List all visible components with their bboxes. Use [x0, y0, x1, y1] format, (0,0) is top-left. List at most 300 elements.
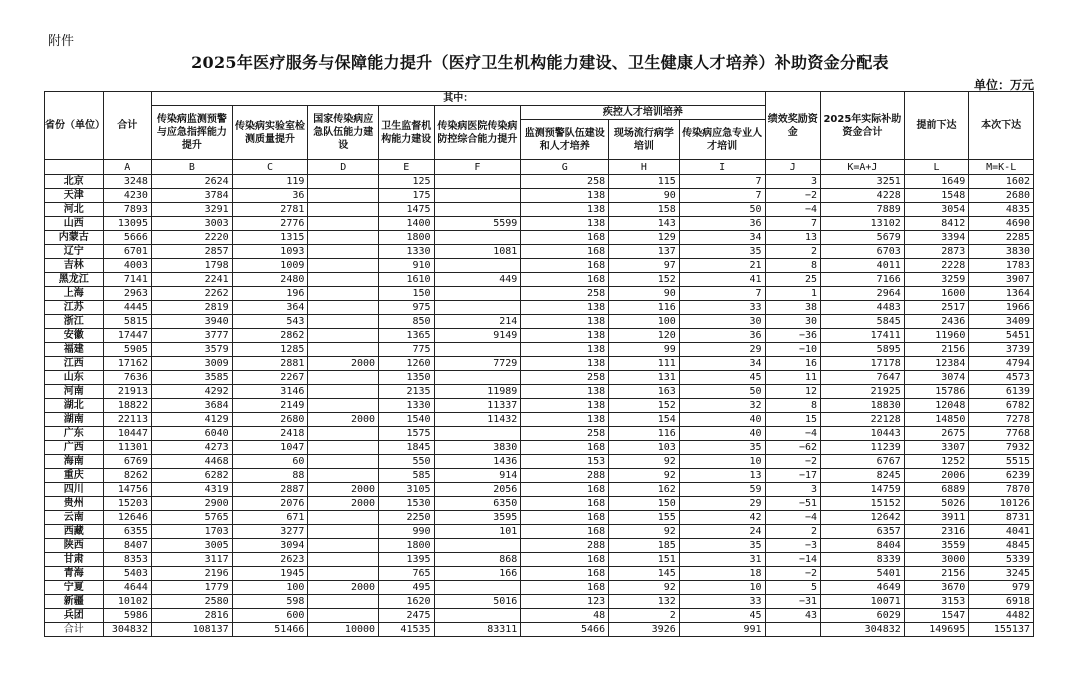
- value-cell: 17411: [821, 329, 905, 343]
- value-cell: [434, 609, 521, 623]
- value-cell: 35: [679, 245, 765, 259]
- value-cell: 3585: [151, 371, 232, 385]
- column-letter: B: [151, 160, 232, 175]
- value-cell: 4690: [969, 217, 1034, 231]
- value-cell: 12384: [904, 357, 969, 371]
- table-row: [45, 371, 1034, 385]
- value-cell: 2262: [151, 287, 232, 301]
- value-cell: 3117: [151, 553, 232, 567]
- value-cell: [308, 511, 379, 525]
- value-cell: 7647: [821, 371, 905, 385]
- letter-cell-empty: [45, 160, 104, 175]
- value-cell: 2: [765, 525, 821, 539]
- value-cell: 3003: [151, 217, 232, 231]
- value-cell: 7141: [103, 273, 151, 287]
- value-cell: −3: [765, 539, 821, 553]
- value-cell: [308, 539, 379, 553]
- province-cell: 福建: [45, 343, 104, 357]
- value-cell: 34: [679, 231, 765, 245]
- value-cell: 6701: [103, 245, 151, 259]
- value-cell: 17162: [103, 357, 151, 371]
- value-cell: 3595: [434, 511, 521, 525]
- value-cell: [308, 343, 379, 357]
- value-cell: 2475: [379, 609, 435, 623]
- value-cell: [308, 329, 379, 343]
- value-cell: 765: [379, 567, 435, 581]
- value-cell: [308, 609, 379, 623]
- table-row: [45, 497, 1034, 511]
- province-cell: 宁夏: [45, 581, 104, 595]
- value-cell: 2156: [904, 343, 969, 357]
- value-cell: 22113: [103, 413, 151, 427]
- table-row: [45, 385, 1034, 399]
- value-cell: [308, 371, 379, 385]
- value-cell: [434, 231, 521, 245]
- value-cell: 7870: [969, 483, 1034, 497]
- value-cell: 2436: [904, 315, 969, 329]
- value-cell: 1945: [232, 567, 308, 581]
- value-cell: 30: [679, 315, 765, 329]
- table-row: [45, 553, 1034, 567]
- value-cell: [308, 469, 379, 483]
- value-cell: 40: [679, 413, 765, 427]
- province-cell: 内蒙古: [45, 231, 104, 245]
- table-row: [45, 427, 1034, 441]
- province-cell: 江苏: [45, 301, 104, 315]
- province-cell: 贵州: [45, 497, 104, 511]
- value-cell: 1800: [379, 231, 435, 245]
- value-cell: 17178: [821, 357, 905, 371]
- value-cell: 10102: [103, 595, 151, 609]
- value-cell: 2580: [151, 595, 232, 609]
- value-cell: 991: [679, 623, 765, 637]
- value-cell: 2781: [232, 203, 308, 217]
- value-cell: 100: [232, 581, 308, 595]
- attachment-label: 附件: [48, 34, 75, 49]
- value-cell: [308, 259, 379, 273]
- value-cell: −4: [765, 427, 821, 441]
- value-cell: 7768: [969, 427, 1034, 441]
- province-cell: 广东: [45, 427, 104, 441]
- value-cell: 975: [379, 301, 435, 315]
- value-cell: 36: [232, 189, 308, 203]
- province-cell: 新疆: [45, 595, 104, 609]
- value-cell: 6782: [969, 399, 1034, 413]
- value-cell: 4468: [151, 455, 232, 469]
- header-e: 卫生监督机构能力建设: [379, 106, 435, 160]
- value-cell: 9149: [434, 329, 521, 343]
- value-cell: 3248: [103, 175, 151, 189]
- value-cell: 6357: [821, 525, 905, 539]
- table-row: [45, 483, 1034, 497]
- table-row: [45, 315, 1034, 329]
- value-cell: 116: [609, 301, 680, 315]
- value-cell: 2873: [904, 245, 969, 259]
- value-cell: 2963: [103, 287, 151, 301]
- value-cell: 3009: [151, 357, 232, 371]
- value-cell: 3559: [904, 539, 969, 553]
- value-cell: 22128: [821, 413, 905, 427]
- value-cell: 8404: [821, 539, 905, 553]
- value-cell: 6355: [103, 525, 151, 539]
- value-cell: −4: [765, 203, 821, 217]
- value-cell: 151: [609, 553, 680, 567]
- value-cell: 2680: [969, 189, 1034, 203]
- value-cell: 30: [765, 315, 821, 329]
- value-cell: 5403: [103, 567, 151, 581]
- value-cell: 138: [521, 203, 609, 217]
- value-cell: 1252: [904, 455, 969, 469]
- value-cell: −17: [765, 469, 821, 483]
- value-cell: 364: [232, 301, 308, 315]
- value-cell: 979: [969, 581, 1034, 595]
- value-cell: 1395: [379, 553, 435, 567]
- value-cell: 14759: [821, 483, 905, 497]
- province-cell: 北京: [45, 175, 104, 189]
- value-cell: 1610: [379, 273, 435, 287]
- value-cell: 90: [609, 189, 680, 203]
- value-cell: 214: [434, 315, 521, 329]
- value-cell: 6239: [969, 469, 1034, 483]
- value-cell: −36: [765, 329, 821, 343]
- value-cell: 598: [232, 595, 308, 609]
- province-cell: 山东: [45, 371, 104, 385]
- value-cell: 3000: [904, 553, 969, 567]
- value-cell: 15786: [904, 385, 969, 399]
- value-cell: 162: [609, 483, 680, 497]
- value-cell: 5401: [821, 567, 905, 581]
- value-cell: 2250: [379, 511, 435, 525]
- province-cell: 河南: [45, 385, 104, 399]
- value-cell: 3830: [969, 245, 1034, 259]
- value-cell: 2623: [232, 553, 308, 567]
- value-cell: 10443: [821, 427, 905, 441]
- value-cell: 129: [609, 231, 680, 245]
- value-cell: 33: [679, 595, 765, 609]
- value-cell: 120: [609, 329, 680, 343]
- value-cell: 1: [765, 287, 821, 301]
- province-cell: 云南: [45, 511, 104, 525]
- value-cell: 3684: [151, 399, 232, 413]
- value-cell: 14850: [904, 413, 969, 427]
- value-cell: 3784: [151, 189, 232, 203]
- value-cell: −62: [765, 441, 821, 455]
- province-cell: 海南: [45, 455, 104, 469]
- value-cell: 90: [609, 287, 680, 301]
- value-cell: 138: [521, 385, 609, 399]
- value-cell: 11: [765, 371, 821, 385]
- value-cell: 168: [521, 231, 609, 245]
- value-cell: [434, 203, 521, 217]
- value-cell: 2285: [969, 231, 1034, 245]
- value-cell: 138: [521, 413, 609, 427]
- value-cell: [434, 287, 521, 301]
- value-cell: 3259: [904, 273, 969, 287]
- value-cell: 2000: [308, 581, 379, 595]
- value-cell: 4644: [103, 581, 151, 595]
- value-cell: 131: [609, 371, 680, 385]
- value-cell: 32: [679, 399, 765, 413]
- value-cell: 2624: [151, 175, 232, 189]
- value-cell: 3579: [151, 343, 232, 357]
- value-cell: 10447: [103, 427, 151, 441]
- value-cell: 149695: [904, 623, 969, 637]
- value-cell: [434, 189, 521, 203]
- value-cell: 11960: [904, 329, 969, 343]
- province-cell: 四川: [45, 483, 104, 497]
- value-cell: 1600: [904, 287, 969, 301]
- value-cell: 5815: [103, 315, 151, 329]
- value-cell: 5666: [103, 231, 151, 245]
- value-cell: 13: [765, 231, 821, 245]
- value-cell: [434, 301, 521, 315]
- value-cell: 11432: [434, 413, 521, 427]
- value-cell: 7: [679, 287, 765, 301]
- province-cell: 浙江: [45, 315, 104, 329]
- header-province: 省份（单位）: [45, 92, 104, 160]
- value-cell: 2000: [308, 483, 379, 497]
- value-cell: 258: [521, 287, 609, 301]
- value-cell: 168: [521, 553, 609, 567]
- header-b: 传染病监测预警与应急指挥能力提升: [151, 106, 232, 160]
- value-cell: 92: [609, 469, 680, 483]
- value-cell: 850: [379, 315, 435, 329]
- value-cell: 168: [521, 581, 609, 595]
- value-cell: 1009: [232, 259, 308, 273]
- table-row: [45, 441, 1034, 455]
- value-cell: 15: [765, 413, 821, 427]
- value-cell: 3911: [904, 511, 969, 525]
- province-cell: 黑龙江: [45, 273, 104, 287]
- value-cell: 185: [609, 539, 680, 553]
- value-cell: [308, 175, 379, 189]
- table-row: [45, 595, 1034, 609]
- value-cell: 1081: [434, 245, 521, 259]
- value-cell: [308, 315, 379, 329]
- value-cell: 5339: [969, 553, 1034, 567]
- table-row: [45, 413, 1034, 427]
- province-cell: 山西: [45, 217, 104, 231]
- value-cell: −10: [765, 343, 821, 357]
- value-cell: 41535: [379, 623, 435, 637]
- value-cell: 11239: [821, 441, 905, 455]
- table-row: [45, 301, 1034, 315]
- table-row: [45, 231, 1034, 245]
- value-cell: 4483: [821, 301, 905, 315]
- value-cell: 2316: [904, 525, 969, 539]
- value-cell: 2000: [308, 497, 379, 511]
- table-row: [45, 273, 1034, 287]
- value-cell: 6703: [821, 245, 905, 259]
- value-cell: 4011: [821, 259, 905, 273]
- value-cell: 6769: [103, 455, 151, 469]
- value-cell: 4319: [151, 483, 232, 497]
- value-cell: 7278: [969, 413, 1034, 427]
- value-cell: 585: [379, 469, 435, 483]
- value-cell: 1330: [379, 245, 435, 259]
- value-cell: [308, 427, 379, 441]
- value-cell: 10: [679, 455, 765, 469]
- value-cell: 51466: [232, 623, 308, 637]
- value-cell: 6040: [151, 427, 232, 441]
- value-cell: 150: [609, 497, 680, 511]
- value-cell: 88: [232, 469, 308, 483]
- value-cell: 108137: [151, 623, 232, 637]
- value-cell: 3307: [904, 441, 969, 455]
- value-cell: 7: [765, 217, 821, 231]
- value-cell: [434, 581, 521, 595]
- value-cell: 2267: [232, 371, 308, 385]
- value-cell: 50: [679, 203, 765, 217]
- value-cell: 4445: [103, 301, 151, 315]
- value-cell: 4845: [969, 539, 1034, 553]
- value-cell: 1966: [969, 301, 1034, 315]
- value-cell: 168: [521, 525, 609, 539]
- value-cell: 1365: [379, 329, 435, 343]
- value-cell: 1649: [904, 175, 969, 189]
- value-cell: 25: [765, 273, 821, 287]
- value-cell: 1093: [232, 245, 308, 259]
- value-cell: 775: [379, 343, 435, 357]
- value-cell: 2056: [434, 483, 521, 497]
- value-cell: 29: [679, 343, 765, 357]
- value-cell: 119: [232, 175, 308, 189]
- value-cell: 600: [232, 609, 308, 623]
- province-cell: 湖南: [45, 413, 104, 427]
- value-cell: 1845: [379, 441, 435, 455]
- province-cell: 安徽: [45, 329, 104, 343]
- column-letter: H: [609, 160, 680, 175]
- value-cell: 2480: [232, 273, 308, 287]
- column-letter: J: [765, 160, 821, 175]
- table-row: [45, 175, 1034, 189]
- value-cell: 4041: [969, 525, 1034, 539]
- value-cell: 152: [609, 399, 680, 413]
- value-cell: 4273: [151, 441, 232, 455]
- value-cell: [434, 175, 521, 189]
- value-cell: 150: [379, 287, 435, 301]
- table-row: [45, 217, 1034, 231]
- value-cell: 2006: [904, 469, 969, 483]
- value-cell: 33: [679, 301, 765, 315]
- value-cell: 5765: [151, 511, 232, 525]
- value-cell: 196: [232, 287, 308, 301]
- value-cell: [434, 343, 521, 357]
- header-training: 疾控人才培训培养: [521, 106, 765, 120]
- province-cell: 辽宁: [45, 245, 104, 259]
- province-cell: 湖北: [45, 399, 104, 413]
- value-cell: 125: [379, 175, 435, 189]
- value-cell: 3830: [434, 441, 521, 455]
- value-cell: [434, 539, 521, 553]
- value-cell: 3277: [232, 525, 308, 539]
- value-cell: 45: [679, 609, 765, 623]
- value-cell: 168: [521, 511, 609, 525]
- value-cell: 3245: [969, 567, 1034, 581]
- value-cell: [308, 245, 379, 259]
- value-cell: 2000: [308, 413, 379, 427]
- table-row: [45, 455, 1034, 469]
- value-cell: 2220: [151, 231, 232, 245]
- value-cell: 4794: [969, 357, 1034, 371]
- value-cell: 38: [765, 301, 821, 315]
- value-cell: 2196: [151, 567, 232, 581]
- value-cell: 138: [521, 399, 609, 413]
- value-cell: 18822: [103, 399, 151, 413]
- header-performance: 绩效奖励资金: [765, 92, 821, 160]
- value-cell: 6918: [969, 595, 1034, 609]
- province-cell: 河北: [45, 203, 104, 217]
- value-cell: 12646: [103, 511, 151, 525]
- value-cell: 1285: [232, 343, 308, 357]
- value-cell: 3153: [904, 595, 969, 609]
- header-current: 本次下达: [969, 92, 1034, 160]
- value-cell: 2: [609, 609, 680, 623]
- value-cell: 3907: [969, 273, 1034, 287]
- value-cell: 1475: [379, 203, 435, 217]
- value-cell: 3394: [904, 231, 969, 245]
- value-cell: 2418: [232, 427, 308, 441]
- value-cell: 5515: [969, 455, 1034, 469]
- value-cell: −2: [765, 567, 821, 581]
- value-cell: 5466: [521, 623, 609, 637]
- value-cell: 868: [434, 553, 521, 567]
- province-cell: 吉林: [45, 259, 104, 273]
- column-letter: I: [679, 160, 765, 175]
- value-cell: 550: [379, 455, 435, 469]
- value-cell: 10000: [308, 623, 379, 637]
- value-cell: 2517: [904, 301, 969, 315]
- value-cell: 2680: [232, 413, 308, 427]
- total-row: [45, 623, 1034, 637]
- column-letter-row: [45, 160, 1034, 175]
- value-cell: 1547: [904, 609, 969, 623]
- value-cell: 7166: [821, 273, 905, 287]
- value-cell: 7: [679, 189, 765, 203]
- value-cell: 8407: [103, 539, 151, 553]
- value-cell: 2149: [232, 399, 308, 413]
- value-cell: 1047: [232, 441, 308, 455]
- value-cell: 8: [765, 259, 821, 273]
- value-cell: 168: [521, 497, 609, 511]
- value-cell: 2776: [232, 217, 308, 231]
- table-body: [45, 175, 1034, 637]
- table-row: [45, 525, 1034, 539]
- value-cell: 153: [521, 455, 609, 469]
- value-cell: 154: [609, 413, 680, 427]
- value-cell: 143: [609, 217, 680, 231]
- header-actual-total: 2025年实际补助资金合计: [821, 92, 905, 160]
- value-cell: 100: [609, 315, 680, 329]
- value-cell: 103: [609, 441, 680, 455]
- value-cell: 304832: [821, 623, 905, 637]
- value-cell: 21: [679, 259, 765, 273]
- value-cell: 116: [609, 427, 680, 441]
- value-cell: 3054: [904, 203, 969, 217]
- province-cell: 上海: [45, 287, 104, 301]
- value-cell: 914: [434, 469, 521, 483]
- value-cell: 11301: [103, 441, 151, 455]
- value-cell: 1350: [379, 371, 435, 385]
- value-cell: 8412: [904, 217, 969, 231]
- value-cell: 1260: [379, 357, 435, 371]
- value-cell: 24: [679, 525, 765, 539]
- value-cell: 3940: [151, 315, 232, 329]
- value-cell: 1798: [151, 259, 232, 273]
- value-cell: [308, 287, 379, 301]
- value-cell: 6139: [969, 385, 1034, 399]
- table-row: [45, 581, 1034, 595]
